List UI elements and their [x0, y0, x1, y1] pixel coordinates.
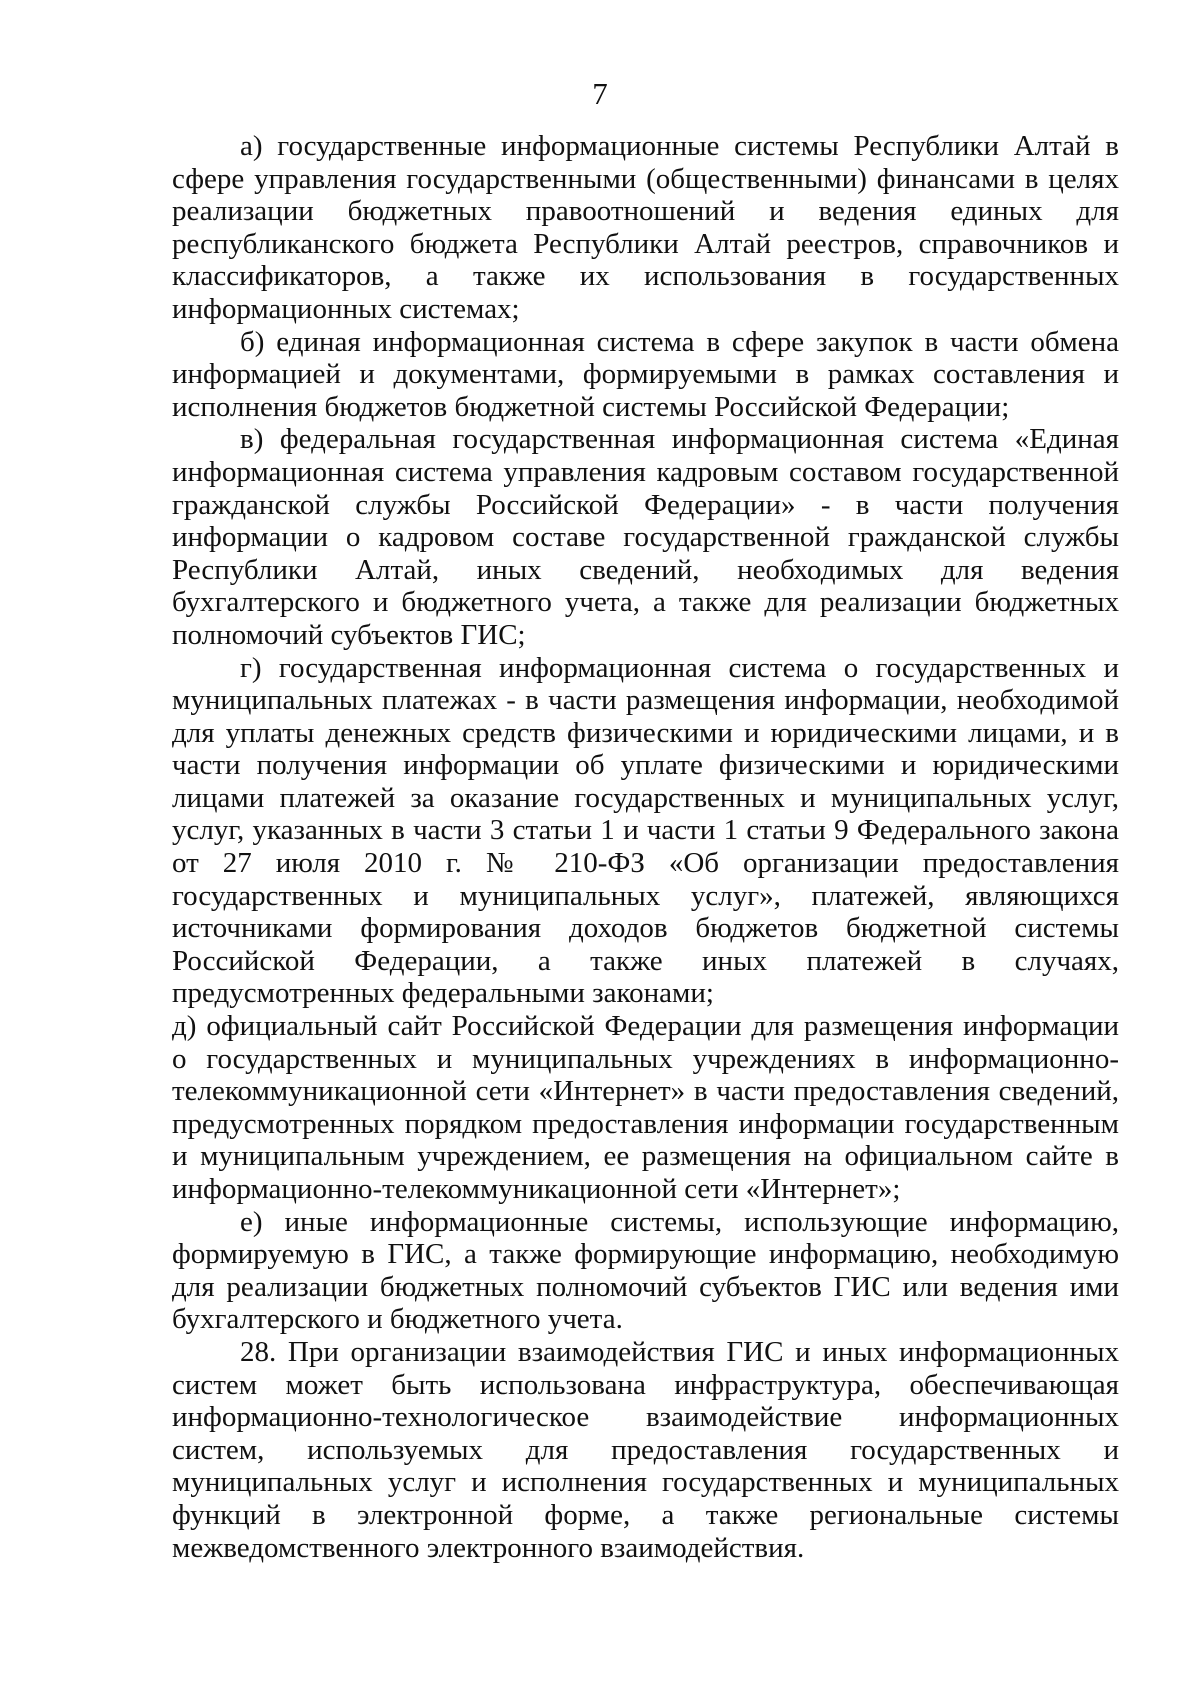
- paragraph-a: а) государственные информационные системы Республики Алтай в сфере управления государственными (общественными) финансами в целях реализации бюджетных правоотношений и ведения единых для республиканского бюджета Республики Алтай реестров, справочников и классификаторов, а также их использования в государственных информационных системах;: [172, 130, 1119, 325]
- paragraph-b: б) единая информационная система в сфере закупок в части обмена информацией и документами, формируемыми в рамках составления и исполнения бюджетов бюджетной системы Российской Федерации;: [172, 325, 1119, 423]
- paragraph-d: д) официальный сайт Российской Федерации для размещения информации о государственных и муниципальных учреждениях в информационно-телекоммуникационной сети «Интернет» в части предоставления сведений, предусмотренных порядком предоставления информации государственным и муниципальным учреждением, ее размещения на официальном сайте в информационно-телекоммуникационной сети «Интернет»;: [172, 1010, 1119, 1205]
- paragraph-g: г) государственная информационная система о государственных и муниципальных платежах - в части размещения информации, необходимой для уплаты денежных средств физическими и юридическими лицами, и в части получения информации об уплате физическими и юридическими лицами платежей за оказание государственных и муниципальных услуг, услуг, указанных в части 3 статьи 1 и части 1 статьи 9 Федерального закона от 27 июля 2010 г. № 210-ФЗ «Об организации предоставления государственных и муниципальных услуг», платежей, являющихся источниками формирования доходов бюджетов бюджетной системы Российской Федерации, а также иных платежей в случаях, предусмотренных федеральными законами;: [172, 651, 1119, 1010]
- page-number: 7: [592, 76, 608, 111]
- paragraph-e: е) иные информационные системы, использующие информацию, формируемую в ГИС, а также формирующие информацию, необходимую для реализации бюджетных полномочий субъектов ГИС или ведения ими бухгалтерского и бюджетного учета.: [172, 1205, 1119, 1336]
- document-body: [172, 130, 1119, 1564]
- paragraph-28: 28. При организации взаимодействия ГИС и иных информационных систем может быть использована инфраструктура, обеспечивающая информационно-технологическое взаимодействие информационных систем, используемых для предоставления государственных и муниципальных услуг и исполнения государственных и муниципальных функций в электронной форме, а также региональные системы межведомственного электронного взаимодействия.: [172, 1335, 1119, 1564]
- paragraph-v: в) федеральная государственная информационная система «Единая информационная система управления кадровым составом государственной гражданской службы Российской Федерации» - в части получения информации о кадровом составе государственной гражданской службы Республики Алтай, иных сведений, необходимых для ведения бухгалтерского и бюджетного учета, а также для реализации бюджетных полномочий субъектов ГИС;: [172, 423, 1119, 651]
